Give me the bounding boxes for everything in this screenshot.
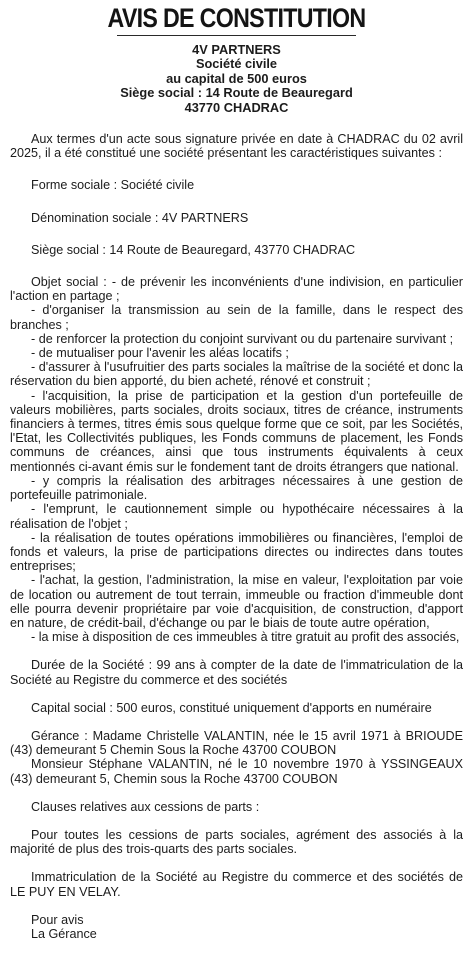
duree-societe: Durée de la Société : 99 ans à compter de la date de l'immatriculation de la Société au Registre du commerce et des sociétés bbox=[10, 658, 463, 687]
intro-paragraph: Aux termes d'un acte sous signature privée en date à CHADRAC du 02 avril 2025, il a été constitué une société présentant les caractéristiques suivantes : bbox=[10, 132, 463, 161]
company-header bbox=[0, 43, 473, 115]
company-address: Siège social : 14 Route de Beauregard bbox=[120, 85, 353, 101]
capital-social: Capital social : 500 euros, constitué uniquement d'apports en numéraire bbox=[31, 700, 432, 715]
signature-block bbox=[10, 913, 463, 941]
title-underline bbox=[117, 35, 356, 36]
objet-item: - l'achat, la gestion, l'administration, la mise en valeur, l'exploitation par voie de location ou autrement de tout terrain, immeuble ou fraction d'immeuble dont elle pourra devenir propriétaire par voie d'acquisition, de construction, d'apport en nature, de crédit-bail, d'échange ou par le biais de toute autre opération, bbox=[10, 573, 463, 630]
objet-item: - y compris la réalisation des arbitrages nécessaires à une gestion de portefeuille patrimoniale. bbox=[10, 473, 463, 503]
objet-item: - de mutualiser pour l'avenir les aléas locatifs ; bbox=[31, 346, 289, 361]
notice-body bbox=[0, 132, 473, 941]
siege-social: Siège social : 14 Route de Beauregard, 43770 CHADRAC bbox=[31, 242, 356, 257]
clauses-text: Pour toutes les cessions de parts sociales, agrément des associés à la majorité de plus des trois-quarts des parts sociales. bbox=[10, 827, 463, 857]
company-city: 43770 CHADRAC bbox=[184, 99, 289, 115]
forme-sociale: Forme sociale : Société civile bbox=[31, 178, 195, 193]
clauses-title: Clauses relatives aux cessions de parts : bbox=[31, 799, 260, 814]
signature-line-1: Pour avis bbox=[31, 912, 84, 927]
gerance-madame: Gérance : Madame Christelle VALANTIN, née le 15 avril 1971 à BRIOUDE (43) demeurant 5 Chemin Sous la Roche 43700 COUBON bbox=[10, 728, 463, 758]
objet-intro: Objet social : - de prévenir les inconvénients d'une indivision, en particulier l'action en partage ; bbox=[10, 275, 463, 304]
objet-item: - d'organiser la transmission au sein de la famille, dans le respect des branches ; bbox=[10, 303, 463, 332]
objet-item: - la réalisation de toutes opérations immobilières ou financières, l'emploi de fonds et valeurs, la prise de participations directes ou indirectes dans toutes entreprises; bbox=[10, 530, 463, 574]
company-type: Société civile bbox=[195, 56, 278, 72]
company-capital: au capital de 500 euros bbox=[166, 70, 307, 86]
gerance-monsieur: Monsieur Stéphane VALANTIN, né le 10 novembre 1970 à YSSINGEAUX (43) demeurant 5, Chemin sous la Roche 43700 COUBON bbox=[10, 757, 463, 786]
objet-item: - l'emprunt, le cautionnement simple ou hypothécaire nécessaires à la réalisation de l'objet ; bbox=[10, 502, 463, 531]
immatriculation: Immatriculation de la Société au Registre du commerce et des sociétés de LE PUY EN VELAY. bbox=[10, 870, 463, 899]
objet-item: - l'acquisition, la prise de participation et la gestion d'un portefeuille de valeurs mobilières, parts sociales, droits sociaux, titres de créance, instruments financiers à termes, titres émis sous quelque forme que ce soit, par les Sociétés, l'Etat, les Collectivités publiques, les Fonds communs de placement, les Fonds communs de créances, ainsi que tous instruments équivalents à ceux mentionnés ci-avant émis sur le fondement tant de droits étrangers que national. bbox=[10, 388, 463, 474]
objet-item: - de renforcer la protection du conjoint survivant ou du partenaire survivant ; bbox=[31, 331, 454, 346]
notice-title: AVIS DE CONSTITUTION bbox=[107, 3, 366, 33]
objet-item: - d'assurer à l'usufruitier des parts sociales la maîtrise de la société et donc la réservation du bien apporté, du bien acheté, rénové et construit ; bbox=[10, 360, 463, 389]
signature-line-2: La Gérance bbox=[31, 926, 97, 941]
denomination-sociale: Dénomination sociale : 4V PARTNERS bbox=[31, 210, 249, 225]
company-name: 4V PARTNERS bbox=[192, 42, 281, 57]
objet-item-last: - la mise à disposition de ces immeubles à titre gratuit au profit des associés, bbox=[31, 630, 460, 645]
objet-social bbox=[10, 275, 463, 644]
